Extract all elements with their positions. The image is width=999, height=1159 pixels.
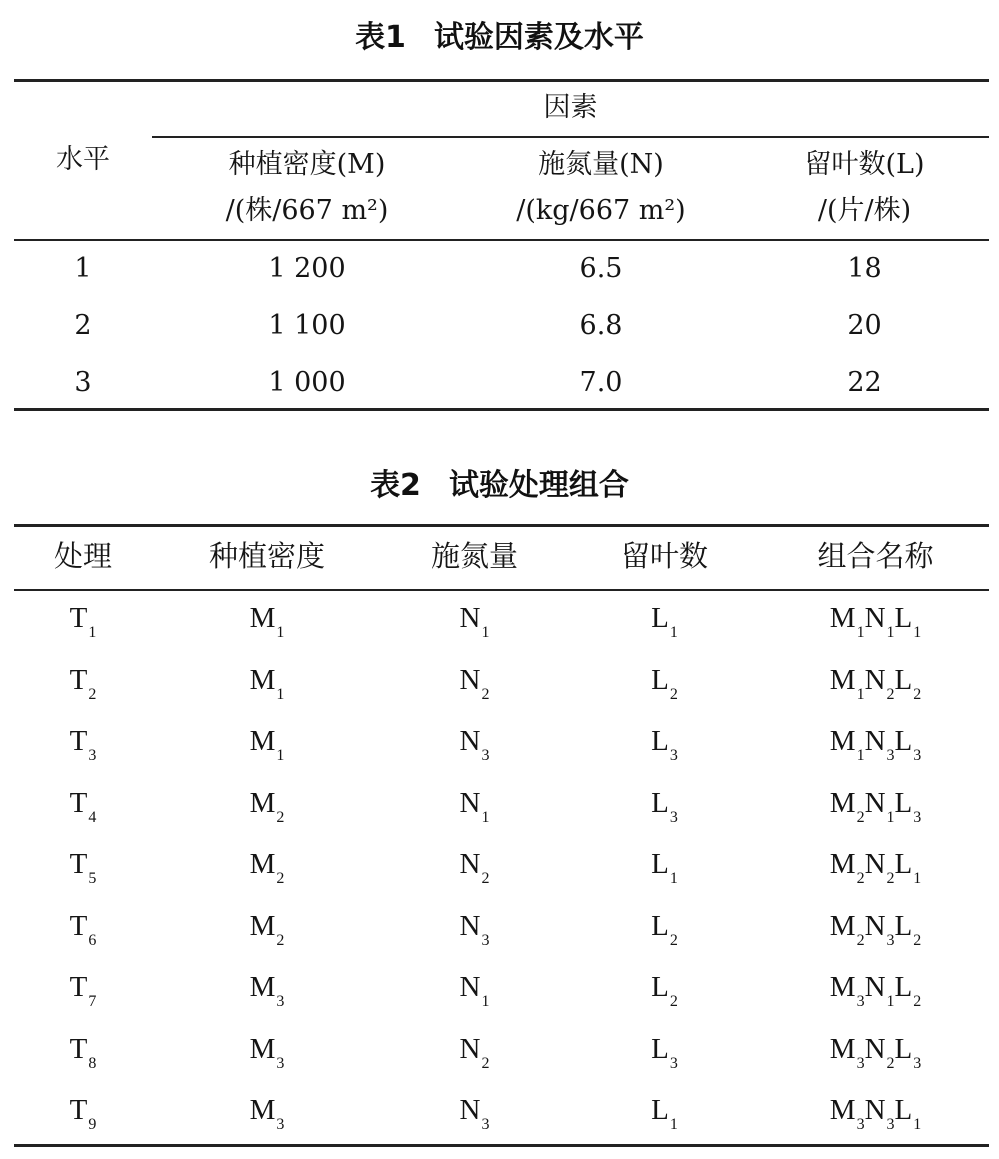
symbol-letter: L bbox=[651, 664, 669, 696]
symbol-subscript: 2 bbox=[481, 870, 490, 887]
symbol-letter: M bbox=[249, 725, 276, 757]
table-2-header-leaves: 留叶数 bbox=[620, 541, 708, 573]
table-1-bottom-rule bbox=[14, 408, 989, 411]
table-2-row-1-nitrogen bbox=[382, 601, 567, 650]
symbol-letter: N bbox=[459, 787, 481, 819]
symbol-subscript: 1 bbox=[856, 624, 865, 641]
table-1-row-3-nitrogen: 7.0 bbox=[579, 367, 623, 398]
symbol-letter: L bbox=[894, 787, 913, 819]
table-2-row-8-density bbox=[152, 1032, 382, 1081]
table-1-row-3-level: 3 bbox=[74, 367, 92, 398]
symbol-letter: M bbox=[829, 848, 856, 880]
table-2-row-3-leaves bbox=[567, 724, 762, 773]
symbol-letter: M bbox=[249, 1094, 276, 1126]
symbol-letter: L bbox=[651, 848, 669, 880]
symbol-subscript: 1 bbox=[856, 686, 865, 703]
symbol-subscript: 1 bbox=[481, 624, 490, 641]
table-2-caption-number: 表2 bbox=[370, 468, 421, 503]
table-1-caption bbox=[0, 18, 999, 58]
symbol-letter: T bbox=[69, 971, 88, 1003]
symbol-letter: N bbox=[459, 910, 481, 942]
table-2-row-2-treatment bbox=[14, 663, 152, 712]
symbol-letter: N bbox=[864, 971, 886, 1003]
table-2-row-5-combination bbox=[762, 847, 989, 896]
symbol-letter: N bbox=[864, 602, 886, 634]
table-2-header-density: 种植密度 bbox=[208, 541, 325, 573]
symbol-letter: L bbox=[651, 971, 669, 1003]
symbol-subscript: 3 bbox=[276, 1055, 285, 1072]
symbol-subscript: 2 bbox=[913, 993, 922, 1010]
symbol-letter: L bbox=[651, 787, 669, 819]
symbol-subscript: 2 bbox=[886, 870, 895, 887]
symbol-subscript: 2 bbox=[481, 686, 490, 703]
symbol-letter: N bbox=[459, 971, 481, 1003]
symbol-letter: T bbox=[69, 910, 88, 942]
symbol-letter: N bbox=[864, 910, 886, 942]
table-2-row-4-leaves bbox=[567, 786, 762, 835]
symbol-subscript: 1 bbox=[669, 624, 678, 641]
symbol-subscript: 3 bbox=[886, 747, 895, 764]
symbol-subscript: 1 bbox=[913, 624, 922, 641]
table-2-row-2-leaves bbox=[567, 663, 762, 712]
symbol-letter: N bbox=[864, 787, 886, 819]
symbol-letter: N bbox=[459, 725, 481, 757]
table-2-row-4-combination bbox=[762, 786, 989, 835]
table-1-caption-number: 表1 bbox=[355, 20, 406, 55]
symbol-letter: M bbox=[249, 910, 276, 942]
symbol-letter: L bbox=[894, 725, 913, 757]
table-1-header-rule bbox=[14, 239, 989, 241]
symbol-subscript: 3 bbox=[913, 809, 922, 826]
symbol-subscript: 3 bbox=[276, 993, 285, 1010]
table-2-row-2-density bbox=[152, 663, 382, 712]
symbol-subscript: 1 bbox=[886, 809, 895, 826]
symbol-letter: T bbox=[69, 1094, 88, 1126]
symbol-subscript: 3 bbox=[856, 993, 865, 1010]
table-1-row-1-level: 1 bbox=[74, 253, 92, 284]
symbol-letter: T bbox=[69, 1033, 88, 1065]
symbol-letter: L bbox=[894, 848, 913, 880]
table-2-row-1-density bbox=[152, 601, 382, 650]
table-2-row-9-density bbox=[152, 1093, 382, 1142]
table-2-row-5-nitrogen bbox=[382, 847, 567, 896]
symbol-subscript: 3 bbox=[669, 809, 678, 826]
symbol-letter: T bbox=[69, 848, 88, 880]
symbol-subscript: 3 bbox=[276, 1116, 285, 1133]
table-2-row-9-nitrogen bbox=[382, 1093, 567, 1142]
symbol-subscript: 2 bbox=[276, 870, 285, 887]
table-1-header-factors: 因素 bbox=[543, 92, 598, 123]
symbol-subscript: 3 bbox=[88, 747, 97, 764]
table-2-row-6-combination bbox=[762, 909, 989, 958]
table-2-row-2-nitrogen bbox=[382, 663, 567, 712]
table-2-caption bbox=[0, 466, 999, 506]
table-2-header-nitrogen: 施氮量 bbox=[430, 541, 518, 573]
table-2-header-combination: 组合名称 bbox=[817, 541, 934, 573]
table-2-row-9-treatment bbox=[14, 1093, 152, 1142]
table-2-row-8-treatment bbox=[14, 1032, 152, 1081]
symbol-letter: N bbox=[864, 664, 886, 696]
symbol-subscript: 1 bbox=[669, 870, 678, 887]
symbol-letter: L bbox=[894, 602, 913, 634]
symbol-letter: T bbox=[69, 664, 88, 696]
table-2-row-5-density bbox=[152, 847, 382, 896]
symbol-subscript: 1 bbox=[276, 747, 285, 764]
table-1-row-1-density: 1 200 bbox=[268, 253, 346, 284]
table-2-header-rule bbox=[14, 589, 989, 591]
symbol-subscript: 5 bbox=[88, 870, 97, 887]
table-2-row-3-treatment bbox=[14, 724, 152, 773]
symbol-letter: M bbox=[829, 787, 856, 819]
table-2-header-treatment: 处理 bbox=[53, 541, 112, 573]
table-1-row-1-leaves: 18 bbox=[847, 253, 882, 284]
symbol-letter: M bbox=[249, 664, 276, 696]
symbol-letter: L bbox=[651, 1094, 669, 1126]
symbol-letter: M bbox=[829, 910, 856, 942]
table-1-col-leaves-line2: /(片/株) bbox=[817, 195, 912, 226]
symbol-letter: N bbox=[864, 848, 886, 880]
table-1-col-density-line1: 种植密度(M) bbox=[228, 149, 386, 180]
symbol-letter: M bbox=[249, 971, 276, 1003]
table-2-top-rule bbox=[14, 524, 989, 527]
symbol-subscript: 7 bbox=[88, 993, 97, 1010]
table-2-row-1-treatment bbox=[14, 601, 152, 650]
symbol-subscript: 2 bbox=[669, 932, 678, 949]
symbol-letter: T bbox=[69, 725, 88, 757]
symbol-subscript: 2 bbox=[669, 686, 678, 703]
table-2-row-6-treatment bbox=[14, 909, 152, 958]
table-1-row-2-leaves: 20 bbox=[847, 310, 882, 341]
symbol-letter: L bbox=[894, 1033, 913, 1065]
table-2-row-7-treatment bbox=[14, 970, 152, 1019]
symbol-letter: L bbox=[651, 602, 669, 634]
table-2-row-8-nitrogen bbox=[382, 1032, 567, 1081]
table-1-col-leaves-line1: 留叶数(L) bbox=[804, 149, 925, 180]
symbol-subscript: 3 bbox=[481, 747, 490, 764]
symbol-subscript: 1 bbox=[886, 624, 895, 641]
table-2-row-8-combination bbox=[762, 1032, 989, 1081]
table-1-col-density-line2: /(株/667 m²) bbox=[225, 195, 389, 226]
symbol-subscript: 2 bbox=[886, 1055, 895, 1072]
symbol-subscript: 3 bbox=[856, 1055, 865, 1072]
symbol-subscript: 1 bbox=[856, 747, 865, 764]
table-2-row-7-leaves bbox=[567, 970, 762, 1019]
table-2-row-6-leaves bbox=[567, 909, 762, 958]
symbol-letter: L bbox=[894, 1094, 913, 1126]
symbol-letter: N bbox=[459, 848, 481, 880]
symbol-subscript: 6 bbox=[88, 932, 97, 949]
table-1-row-1-nitrogen: 6.5 bbox=[579, 253, 623, 284]
symbol-letter: L bbox=[894, 910, 913, 942]
table-1-group-rule bbox=[152, 136, 989, 138]
table-1-top-rule bbox=[14, 79, 989, 82]
table-2-caption-title: 试验处理组合 bbox=[448, 468, 629, 503]
symbol-subscript: 1 bbox=[481, 809, 490, 826]
symbol-subscript: 3 bbox=[856, 1116, 865, 1133]
table-2-row-5-treatment bbox=[14, 847, 152, 896]
table-2-row-9-leaves bbox=[567, 1093, 762, 1142]
symbol-subscript: 8 bbox=[88, 1055, 97, 1072]
table-2-row-3-density bbox=[152, 724, 382, 773]
symbol-subscript: 2 bbox=[856, 870, 865, 887]
table-2-row-6-nitrogen bbox=[382, 909, 567, 958]
table-2-row-4-nitrogen bbox=[382, 786, 567, 835]
symbol-letter: N bbox=[459, 602, 481, 634]
symbol-letter: M bbox=[249, 1033, 276, 1065]
table-2-row-3-nitrogen bbox=[382, 724, 567, 773]
symbol-letter: L bbox=[651, 910, 669, 942]
symbol-subscript: 1 bbox=[669, 1116, 678, 1133]
table-1-caption-title: 试验因素及水平 bbox=[433, 20, 644, 55]
table-2-row-1-combination bbox=[762, 601, 989, 650]
symbol-subscript: 3 bbox=[913, 747, 922, 764]
table-2-row-7-density bbox=[152, 970, 382, 1019]
symbol-subscript: 1 bbox=[276, 686, 285, 703]
symbol-subscript: 2 bbox=[913, 686, 922, 703]
symbol-subscript: 2 bbox=[886, 686, 895, 703]
table-1-row-2-nitrogen: 6.8 bbox=[579, 310, 623, 341]
symbol-letter: M bbox=[829, 1033, 856, 1065]
table-2-row-4-density bbox=[152, 786, 382, 835]
table-2-row-4-treatment bbox=[14, 786, 152, 835]
symbol-subscript: 3 bbox=[913, 1055, 922, 1072]
symbol-subscript: 1 bbox=[481, 993, 490, 1010]
symbol-subscript: 2 bbox=[481, 1055, 490, 1072]
symbol-letter: M bbox=[829, 602, 856, 634]
symbol-subscript: 3 bbox=[669, 747, 678, 764]
symbol-subscript: 1 bbox=[913, 1116, 922, 1133]
symbol-letter: N bbox=[864, 725, 886, 757]
table-1-row-3-leaves: 22 bbox=[847, 367, 882, 398]
symbol-subscript: 2 bbox=[276, 809, 285, 826]
table-2-row-5-leaves bbox=[567, 847, 762, 896]
table-2-row-6-density bbox=[152, 909, 382, 958]
symbol-subscript: 2 bbox=[913, 932, 922, 949]
symbol-subscript: 2 bbox=[856, 932, 865, 949]
symbol-letter: L bbox=[894, 664, 913, 696]
symbol-letter: M bbox=[249, 602, 276, 634]
symbol-letter: M bbox=[829, 971, 856, 1003]
symbol-letter: M bbox=[249, 848, 276, 880]
symbol-letter: L bbox=[651, 725, 669, 757]
symbol-subscript: 3 bbox=[481, 1116, 490, 1133]
table-1-col-nitrogen-line1: 施氮量(N) bbox=[538, 149, 664, 180]
symbol-subscript: 3 bbox=[886, 932, 895, 949]
symbol-letter: M bbox=[249, 787, 276, 819]
symbol-subscript: 3 bbox=[886, 1116, 895, 1133]
symbol-subscript: 4 bbox=[88, 809, 97, 826]
symbol-subscript: 9 bbox=[88, 1116, 97, 1133]
table-2-row-2-combination bbox=[762, 663, 989, 712]
table-1-header-level: 水平 bbox=[56, 144, 110, 175]
symbol-letter: T bbox=[69, 787, 88, 819]
symbol-subscript: 2 bbox=[88, 686, 97, 703]
symbol-subscript: 2 bbox=[276, 932, 285, 949]
table-2-row-7-combination bbox=[762, 970, 989, 1019]
symbol-subscript: 1 bbox=[88, 624, 97, 641]
symbol-letter: N bbox=[864, 1033, 886, 1065]
table-2-row-7-nitrogen bbox=[382, 970, 567, 1019]
symbol-letter: M bbox=[829, 664, 856, 696]
table-2-row-9-combination bbox=[762, 1093, 989, 1142]
symbol-subscript: 3 bbox=[481, 932, 490, 949]
table-2-row-8-leaves bbox=[567, 1032, 762, 1081]
table-1-col-nitrogen-line2: /(kg/667 m²) bbox=[516, 195, 686, 226]
symbol-letter: N bbox=[459, 1033, 481, 1065]
table-2-row-1-leaves bbox=[567, 601, 762, 650]
symbol-subscript: 1 bbox=[276, 624, 285, 641]
symbol-letter: N bbox=[459, 664, 481, 696]
symbol-letter: N bbox=[864, 1094, 886, 1126]
symbol-letter: L bbox=[651, 1033, 669, 1065]
table-2-row-3-combination bbox=[762, 724, 989, 773]
symbol-letter: T bbox=[69, 602, 88, 634]
table-1-row-2-level: 2 bbox=[74, 310, 92, 341]
symbol-letter: M bbox=[829, 725, 856, 757]
symbol-subscript: 2 bbox=[856, 809, 865, 826]
table-2-bottom-rule bbox=[14, 1144, 989, 1147]
symbol-subscript: 1 bbox=[913, 870, 922, 887]
table-1-row-3-density: 1 000 bbox=[268, 367, 346, 398]
symbol-subscript: 1 bbox=[886, 993, 895, 1010]
symbol-letter: L bbox=[894, 971, 913, 1003]
symbol-letter: M bbox=[829, 1094, 856, 1126]
symbol-subscript: 2 bbox=[669, 993, 678, 1010]
symbol-subscript: 3 bbox=[669, 1055, 678, 1072]
symbol-letter: N bbox=[459, 1094, 481, 1126]
table-1-row-2-density: 1 100 bbox=[268, 310, 346, 341]
